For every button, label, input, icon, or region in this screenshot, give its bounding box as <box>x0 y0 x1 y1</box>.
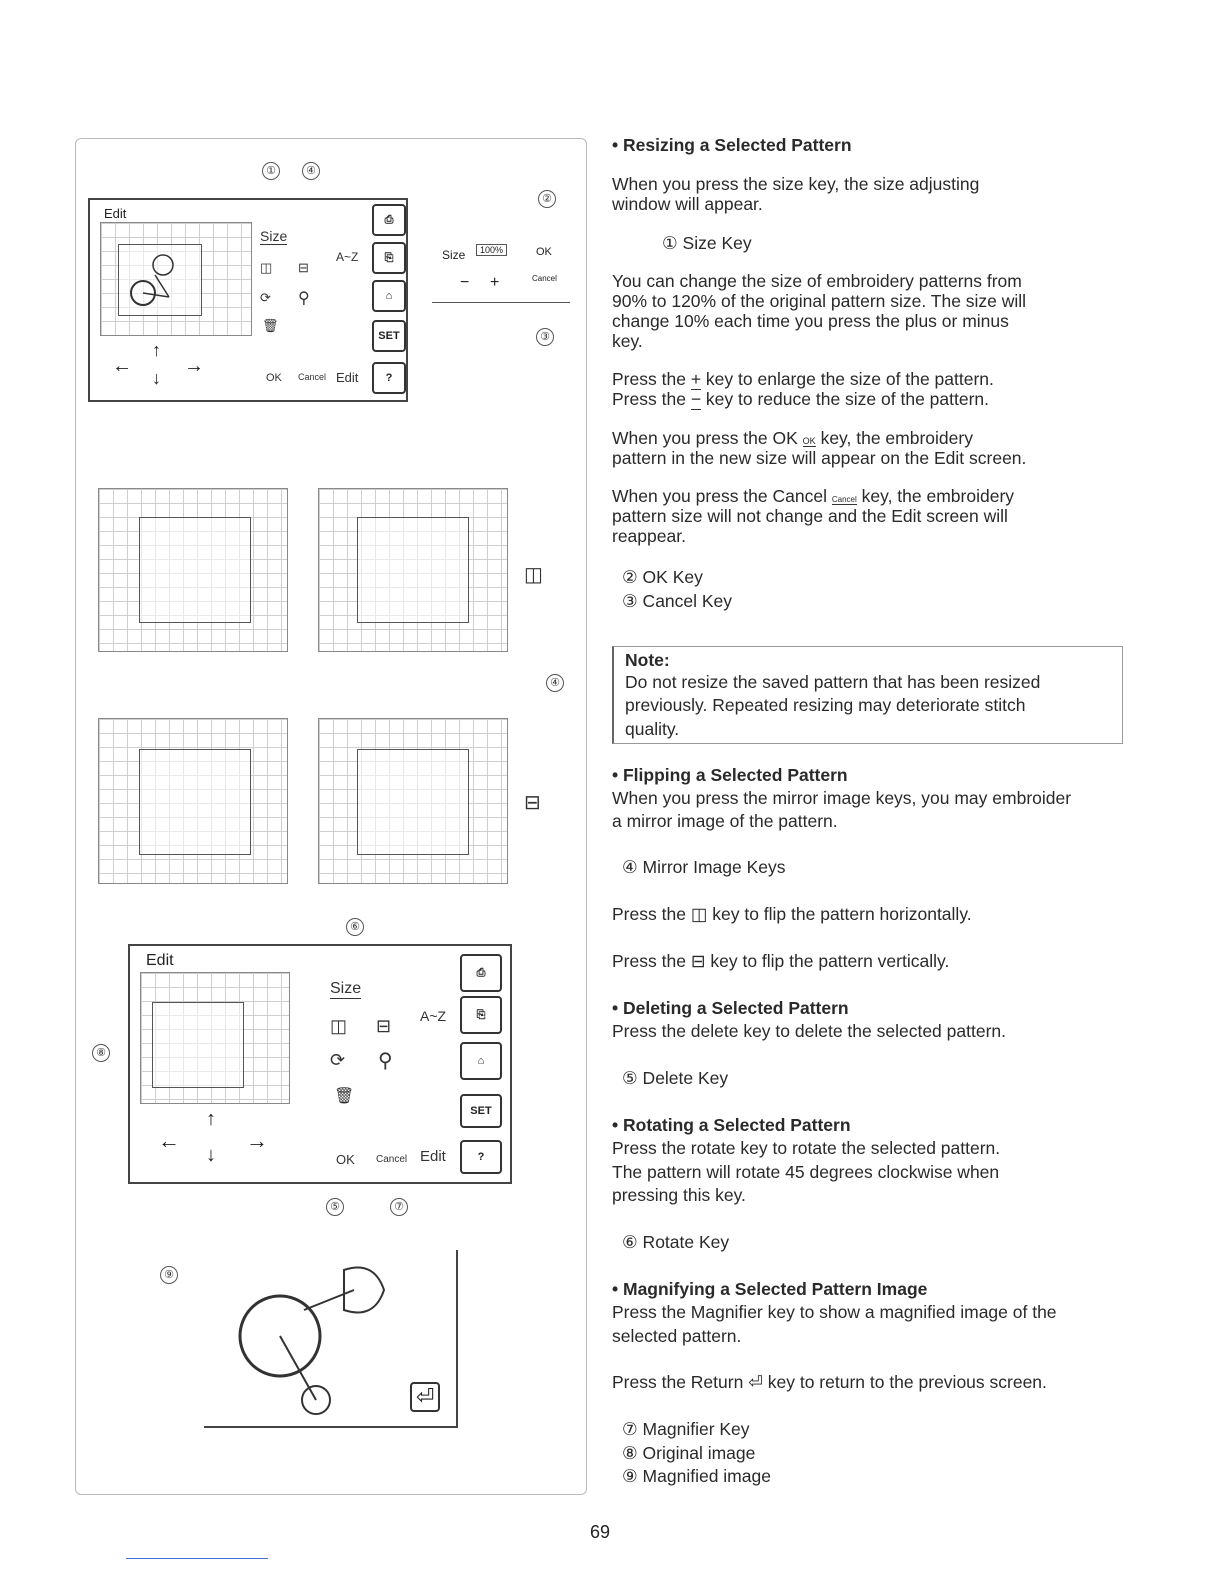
arrow-right-icon-2[interactable]: → <box>246 1128 268 1153</box>
magnifier-icon-2[interactable]: ⚲ <box>378 1050 393 1072</box>
flip-heading: • Flipping a Selected Pattern <box>612 765 848 785</box>
edit-key[interactable]: Edit <box>336 370 359 385</box>
mirror-grid-original-1 <box>98 488 288 652</box>
flip-vertical-line: Press the ⊟ key to flip the pattern vertically. <box>612 951 950 971</box>
callout-1: ① <box>262 162 280 180</box>
callout-2: ② <box>538 190 556 208</box>
return-icon[interactable]: ⏎ <box>410 1382 440 1412</box>
cancel-key-2[interactable]: Cancel <box>376 1154 408 1165</box>
rotate-line-1: Press the rotate key to rotate the selected pattern. <box>612 1138 1001 1158</box>
mirror-horizontal-key[interactable]: ◫ <box>260 260 273 275</box>
resize-body-2: 90% to 120% of the original pattern size. The size will <box>612 291 1027 311</box>
mirror-horizontal-key-hand: ◫ <box>524 564 543 586</box>
mirror-grid-original-2 <box>98 718 288 884</box>
az-key-2[interactable]: A~Z <box>420 1008 447 1024</box>
mirror-vertical-key-hand: ⊟ <box>524 792 541 814</box>
edit-screen-title: Edit <box>104 206 127 221</box>
note-title: Note: <box>625 650 670 670</box>
size-window-label: Size <box>442 248 466 262</box>
arrow-up-icon-2[interactable]: ↑ <box>206 1108 216 1130</box>
resize-ok-line-2: pattern in the new size will appear on the Edit screen. <box>612 448 1027 468</box>
size-window <box>432 240 570 303</box>
flip-key4: ④ Mirror Image Keys <box>622 857 786 877</box>
arrow-left-icon[interactable]: ← <box>112 355 132 377</box>
resize-intro-2: window will appear. <box>612 194 763 214</box>
ok-key-2[interactable]: OK <box>336 1152 355 1167</box>
callout-3: ③ <box>536 328 554 346</box>
mirror-vertical-key[interactable]: ⊟ <box>298 260 309 275</box>
page-number: 69 <box>590 1522 611 1542</box>
az-key[interactable]: A~Z <box>336 250 359 264</box>
embroidery-icon-2[interactable]: ⎘ <box>460 996 502 1034</box>
resize-body-1: You can change the size of embroidery patterns from <box>612 271 1022 291</box>
machine-icon[interactable]: ⎙ <box>372 204 406 236</box>
delete-line: Press the delete key to delete the selected pattern. <box>612 1021 1006 1041</box>
arrow-left-icon-2[interactable]: ← <box>158 1128 180 1153</box>
magnify-key8: ⑧ Original image <box>622 1443 756 1463</box>
mirror-vertical-key-2[interactable]: ⊟ <box>376 1016 392 1036</box>
footer-rule <box>126 1558 268 1559</box>
edit-screen-bottom <box>128 944 512 1184</box>
arrow-down-icon[interactable]: ↓ <box>152 368 161 388</box>
embroidery-icon[interactable]: ⎘ <box>372 242 406 274</box>
magnify-return-line: Press the Return ⏎ key to return to the previous screen. <box>612 1372 1047 1392</box>
rotate-key6: ⑥ Rotate Key <box>622 1232 730 1252</box>
resize-plus-line: Press the + key to enlarge the size of the pattern. <box>612 369 994 389</box>
flip-line-2: a mirror image of the pattern. <box>612 811 838 831</box>
set-key[interactable]: SET <box>372 320 406 352</box>
size-plus-key[interactable]: + <box>490 274 500 291</box>
magnify-key9: ⑨ Magnified image <box>622 1466 771 1486</box>
minus-key-glyph: − <box>690 389 702 409</box>
resize-cancel-line-3: reappear. <box>612 526 686 546</box>
resize-heading: • Resizing a Selected Pattern <box>612 135 852 155</box>
bag-icon[interactable]: ⌂ <box>372 280 406 312</box>
resize-ok-line: When you press the OK OK key, the embroidery <box>612 428 973 448</box>
delete-key-2[interactable]: 🗑 <box>334 1088 355 1105</box>
callout-9: ⑨ <box>160 1266 178 1284</box>
callout-8: ⑧ <box>92 1044 110 1062</box>
delete-key[interactable]: 🗑 <box>262 318 279 333</box>
size-key[interactable]: Size <box>260 228 288 244</box>
magnified-pattern-image <box>204 1250 404 1420</box>
rotate-key[interactable]: ⟳ <box>260 290 271 305</box>
delete-key5: ⑤ Delete Key <box>622 1068 729 1088</box>
resize-key2: ② OK Key <box>622 567 703 587</box>
cancel-key[interactable]: Cancel <box>298 372 327 382</box>
return-key-icon: ⏎ <box>748 1372 763 1392</box>
rotate-line-3: pressing this key. <box>612 1185 746 1205</box>
cancel-key-glyph: Cancel <box>831 495 857 504</box>
magnify-line-2: selected pattern. <box>612 1326 742 1346</box>
flip-horizontal-icon: ◫ <box>690 904 708 924</box>
rotate-line-2: The pattern will rotate 45 degrees clockwise when <box>612 1162 1000 1182</box>
mirror-horizontal-key-2[interactable]: ◫ <box>330 1016 348 1036</box>
ok-key[interactable]: OK <box>266 372 282 384</box>
resize-body-3: change 10% each time you press the plus or minus <box>612 311 1009 331</box>
flip-vertical-icon: ⊟ <box>690 951 706 971</box>
callout-4-top: ④ <box>302 162 320 180</box>
help-key[interactable]: ? <box>372 362 406 394</box>
size-minus-key[interactable]: − <box>460 274 470 291</box>
callout-7: ⑦ <box>390 1198 408 1216</box>
flip-line-1: When you press the mirror image keys, you may embroider <box>612 788 1072 808</box>
magnify-key7: ⑦ Magnifier Key <box>622 1419 750 1439</box>
resize-key1: ① Size Key <box>662 233 752 253</box>
note-line-3: quality. <box>625 719 680 739</box>
magnify-heading: • Magnifying a Selected Pattern Image <box>612 1279 928 1299</box>
resize-key3: ③ Cancel Key <box>622 591 733 611</box>
edit-key-2[interactable]: Edit <box>420 1148 446 1165</box>
resize-body-4: key. <box>612 331 643 351</box>
selected-pattern <box>118 244 202 316</box>
magnify-line-1: Press the Magnifier key to show a magnified image of the <box>612 1302 1057 1322</box>
resize-cancel-line: When you press the Cancel Cancel key, the embroidery <box>612 486 1015 506</box>
size-value: 100% <box>476 244 507 256</box>
magnified-view <box>204 1250 458 1428</box>
resize-intro-1: When you press the size key, the size adjusting <box>612 174 980 194</box>
mirror-grid-vertical <box>318 718 508 884</box>
size-key-2[interactable]: Size <box>330 980 362 997</box>
size-ok-key[interactable]: OK <box>536 246 552 258</box>
note-line-1: Do not resize the saved pattern that has been resized <box>625 672 1041 692</box>
selected-pattern-2 <box>152 1002 244 1088</box>
edit-screen-title-2: Edit <box>146 952 174 969</box>
delete-heading: • Deleting a Selected Pattern <box>612 998 849 1018</box>
plus-key-glyph: + <box>690 369 702 389</box>
size-cancel-key[interactable]: Cancel <box>532 274 557 283</box>
callout-4: ④ <box>546 674 564 692</box>
magnifier-icon[interactable]: ⚲ <box>298 290 310 307</box>
callout-5: ⑤ <box>326 1198 344 1216</box>
arrow-right-icon[interactable]: → <box>184 355 204 377</box>
ok-key-glyph: OK <box>802 436 816 446</box>
arrow-up-icon[interactable]: ↑ <box>152 340 161 360</box>
edit-screen-top <box>88 198 408 402</box>
note-line-2: previously. Repeated resizing may deteriorate stitch <box>625 695 1026 715</box>
machine-icon-2[interactable]: ⎙ <box>460 954 502 992</box>
bicycle-pattern-image <box>119 245 201 315</box>
help-key-2[interactable]: ? <box>460 1140 502 1174</box>
flip-horizontal-line: Press the ◫ key to flip the pattern horizontally. <box>612 904 972 924</box>
set-key-2[interactable]: SET <box>460 1094 502 1128</box>
bag-icon-2[interactable]: ⌂ <box>460 1042 502 1080</box>
callout-6: ⑥ <box>346 918 364 936</box>
mirror-grid-horizontal <box>318 488 508 652</box>
arrow-down-icon-2[interactable]: ↓ <box>206 1144 216 1166</box>
rotate-key-2[interactable]: ⟳ <box>330 1050 346 1070</box>
resize-cancel-line-2: pattern size will not change and the Edit screen will <box>612 506 1008 526</box>
rotate-heading: • Rotating a Selected Pattern <box>612 1115 851 1135</box>
resize-minus-line: Press the − key to reduce the size of the pattern. <box>612 389 990 409</box>
